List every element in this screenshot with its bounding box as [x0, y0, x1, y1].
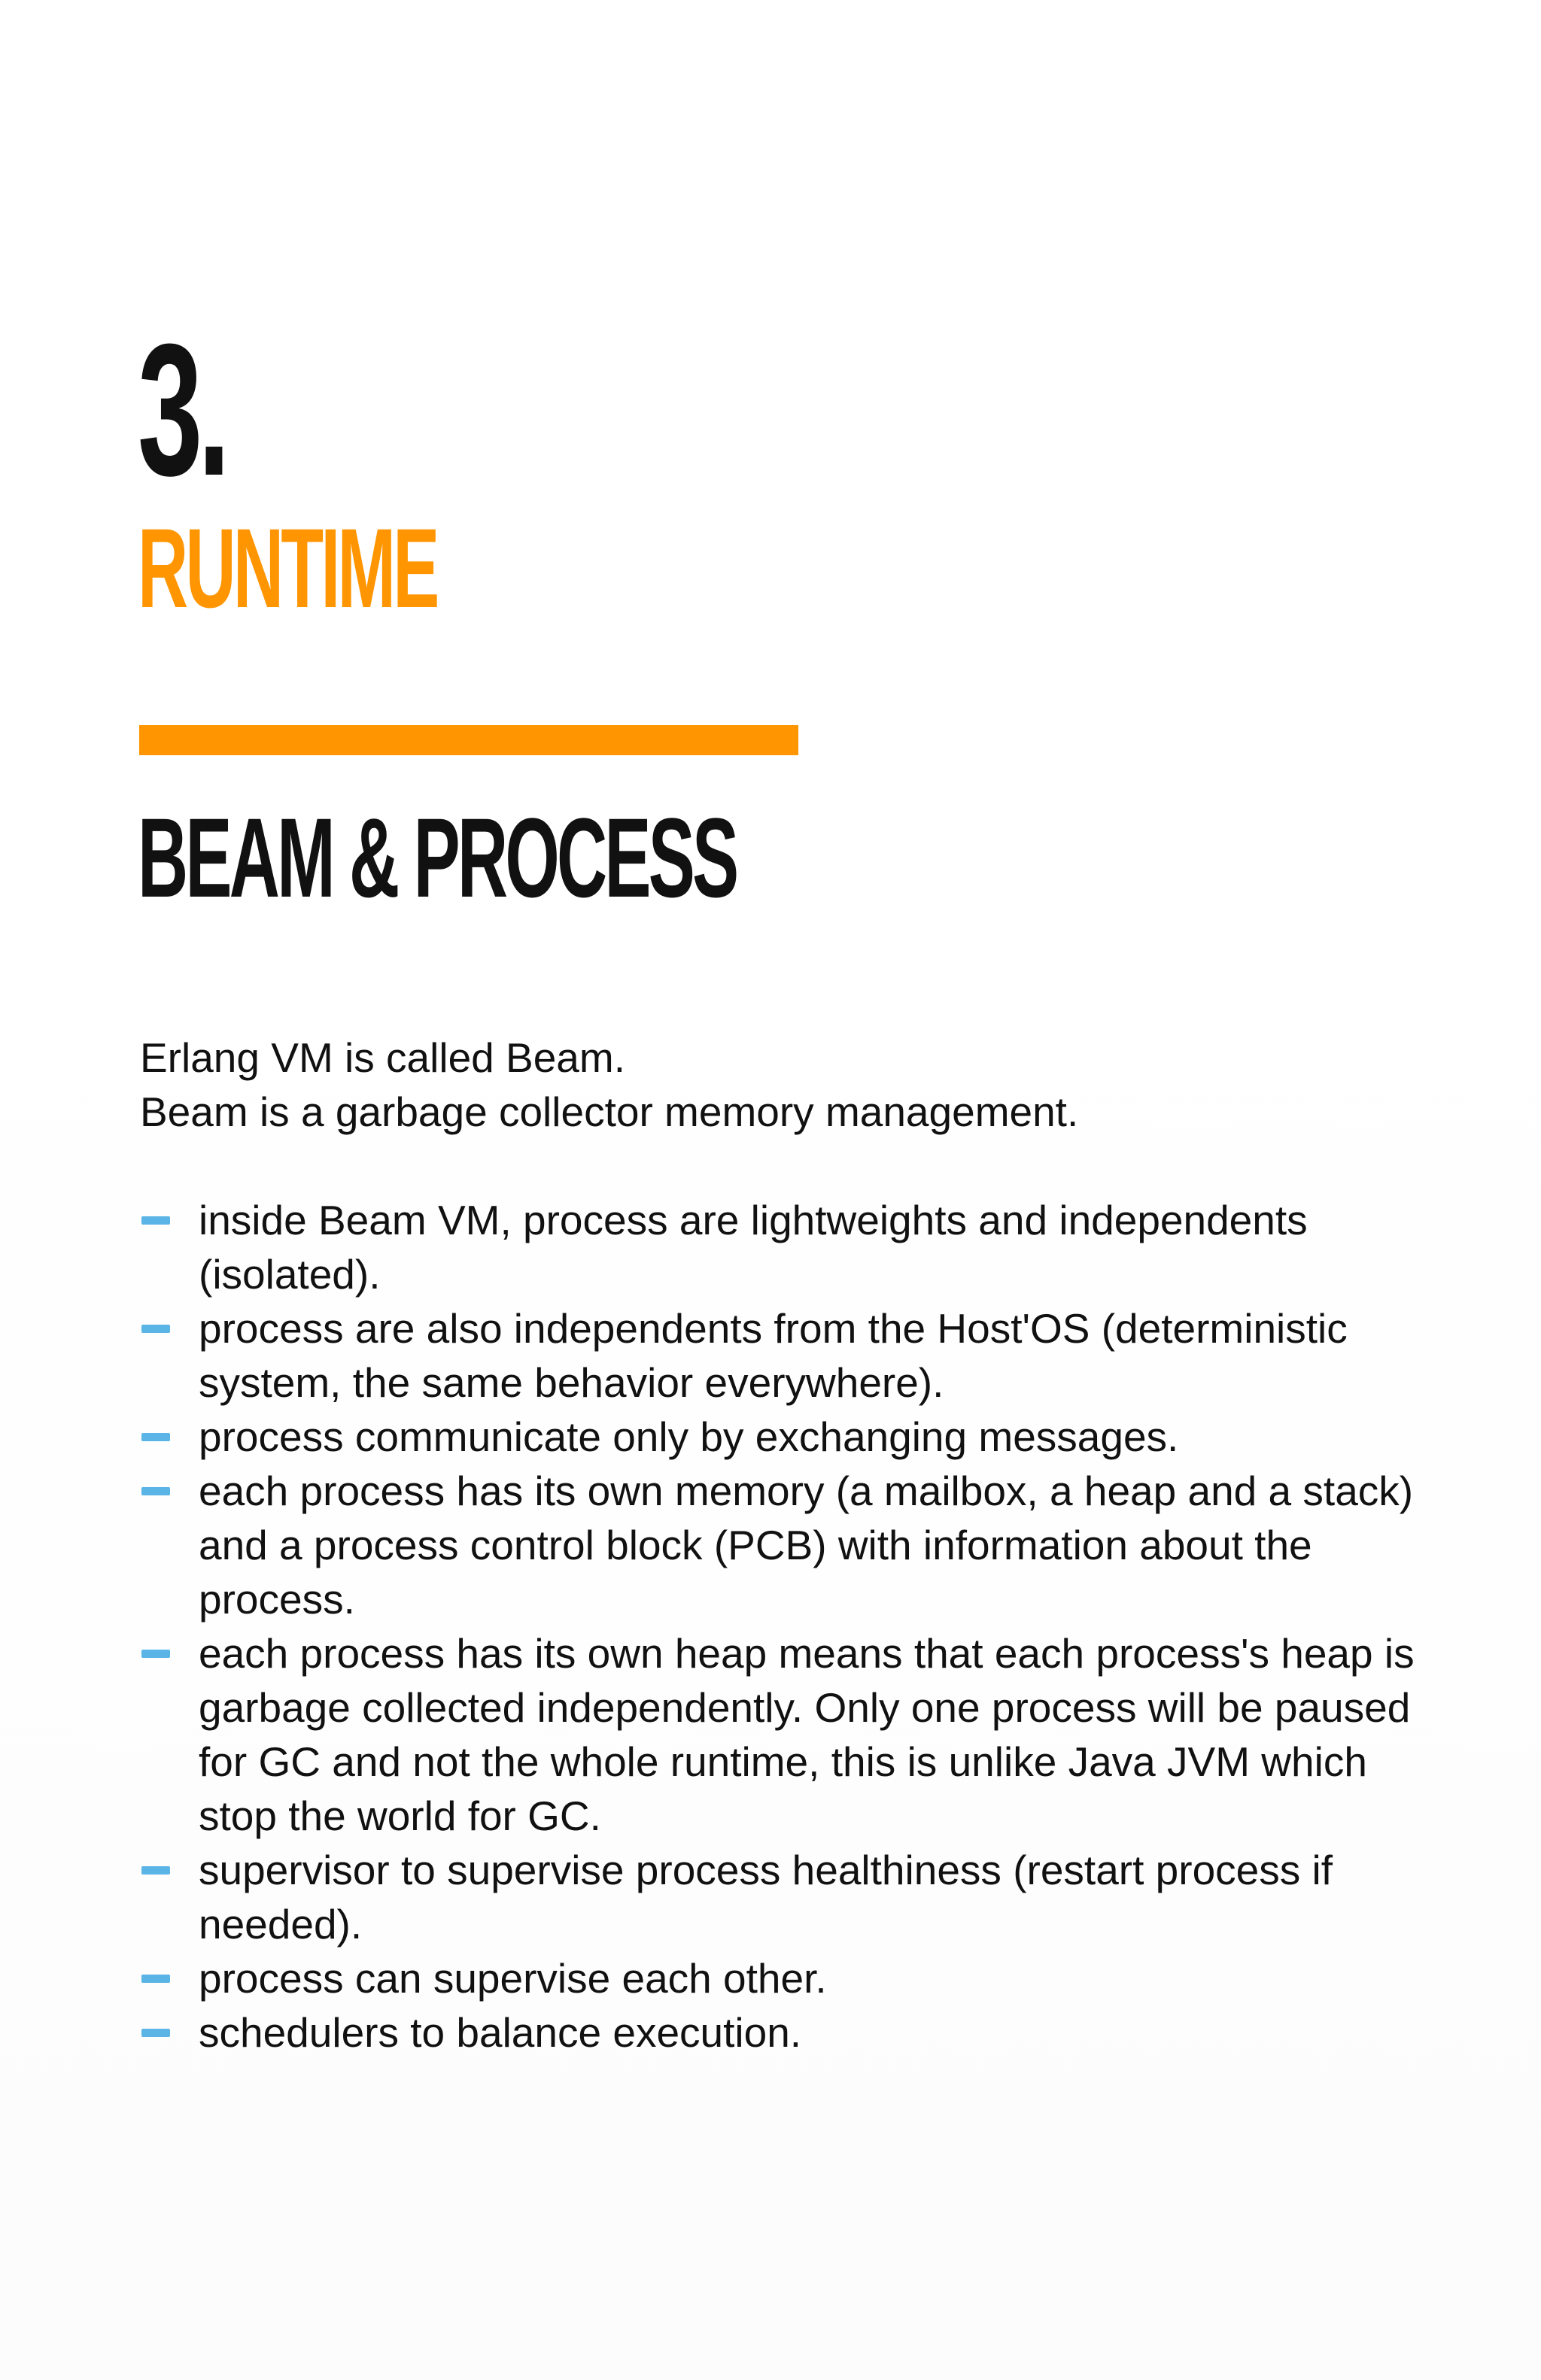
list-item [140, 1410, 1419, 1464]
dash-icon [141, 2029, 170, 2037]
dash-icon [141, 1866, 170, 1875]
list-item [140, 2005, 1419, 2060]
list-item [140, 1626, 1419, 1843]
dash-icon [141, 1433, 170, 1441]
list-item-text: each process has its own heap means that each process's heap is garbage collected independently. Only one process will be paused for GC and not the whole runtime, this is unlike Java JVM which stop the world for GC. [199, 1630, 1415, 1839]
section-number: 3. [138, 305, 226, 515]
dash-icon [141, 1650, 170, 1658]
dash-icon [141, 1216, 170, 1225]
list-item [140, 1843, 1419, 1951]
list-item [140, 1464, 1419, 1626]
dash-icon [141, 1325, 170, 1333]
accent-divider [139, 725, 798, 755]
list-item [140, 1301, 1419, 1410]
list-item-text: inside Beam VM, process are lightweights and independents (isolated). [199, 1197, 1308, 1298]
section-title: RUNTIME [138, 505, 437, 631]
list-item-text: schedulers to balance execution. [199, 2009, 802, 2056]
topic-heading: BEAM & PROCESS [138, 794, 737, 921]
dash-icon [141, 1487, 170, 1495]
list-item [140, 1193, 1419, 1301]
list-item [140, 1951, 1419, 2005]
list-item-text: supervisor to supervise process healthiness (restart process if needed). [199, 1847, 1333, 1947]
dash-icon [141, 1975, 170, 1983]
list-item-text: each process has its own memory (a mailbox, a heap and a stack) and a process control block (PCB) with information about the process. [199, 1468, 1414, 1623]
intro-line: Erlang VM is called Beam. [140, 1034, 625, 1081]
list-item-text: process can supervise each other. [199, 1955, 827, 2002]
list-item-text: process communicate only by exchanging messages. [199, 1413, 1179, 1460]
list-item-text: process are also independents from the Host'OS (deterministic system, the same behavior everywhere). [199, 1305, 1348, 1406]
bullet-list [140, 1193, 1419, 2060]
intro-line: Beam is a garbage collector memory management. [140, 1088, 1079, 1135]
intro-text [140, 1031, 1419, 1139]
